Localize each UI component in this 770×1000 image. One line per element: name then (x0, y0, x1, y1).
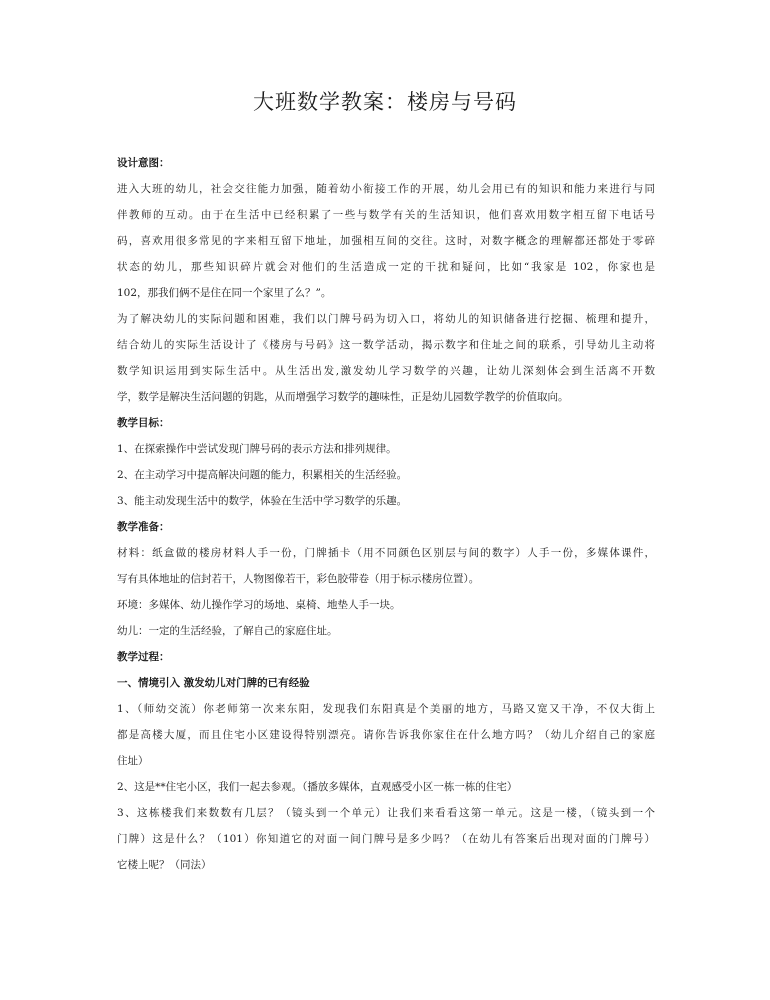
section-heading-design-intent: 设计意图： (117, 157, 170, 169)
paragraph-line: 写有具体地址的信封若干，人物图像若干，彩色胶带卷（用于标示楼房位置）。 (117, 573, 480, 585)
paragraph-line: 2、这是**住宅小区，我们一起去参观。（播放多媒体，直观感受小区一栋一栋的住宅） (117, 781, 518, 793)
paragraph-line: 为了解决幼儿的实际问题和困难，我们以门牌号码为切入口，将幼儿的知识储备进行挖掘、梳理和提升， (117, 313, 655, 325)
paragraph-line: 结合幼儿的实际生活设计了《楼房与号码》这一数学活动，揭示数字和住址之间的联系，引导幼儿主动将 (117, 339, 655, 351)
paragraph-line: 材料：纸盒做的楼房材料人手一份，门牌插卡（用不同颜色区别层与间的数字）人手一份，多媒体课件， (117, 547, 655, 559)
paragraph-line: 学，数学是解决生活问题的钥匙，从而增强学习数学的趣味性，正是幼儿园数学教学的价值取向。 (117, 391, 569, 403)
document-body (117, 150, 655, 878)
paragraph-line: 状态的幼儿，那些知识碎片就会对他们的生活造成一定的干扰和疑问，比如“我家是 102，你家也是 (117, 261, 655, 273)
paragraph-line: 住址） (117, 755, 149, 767)
paragraph-line: 环境：多媒体、幼儿操作学习的场地、桌椅、地垫人手一块。 (117, 599, 401, 611)
section-heading-teaching-process: 教学过程： (117, 651, 170, 663)
list-item: 3、能主动发现生活中的数学，体验在生活中学习数学的乐趣。 (117, 495, 408, 507)
paragraph-line: 幼儿：一定的生活经验，了解自己的家庭住址。 (117, 625, 338, 637)
list-item: 2、在主动学习中提高解决问题的能力，积累相关的生活经验。 (117, 469, 408, 481)
paragraph-line: 数学知识运用到实际生活中。从生活出发,激发幼儿学习数学的兴趣，让幼儿深刻体会到生活离不开数 (117, 365, 655, 377)
section-heading-teaching-preparation: 教学准备： (117, 521, 170, 533)
paragraph-line: 码，喜欢用很多常见的字来相互留下地址，加强相互间的交往。这时，对数字概念的理解都还都处于零碎 (117, 235, 655, 247)
paragraph-line: 3、这栋楼我们来数数有几层？（镜头到一个单元）让我们来看看这第一单元。这是一楼，（镜头到一个 (117, 807, 655, 819)
document-title: 大班数学教案：楼房与号码 (253, 90, 517, 114)
paragraph-line: 进入大班的幼儿，社会交往能力加强，随着幼小衔接工作的开展，幼儿会用已有的知识和能力来进行与同 (117, 183, 655, 195)
paragraph-line: 1、（师幼交流）你老师第一次来东阳，发现我们东阳真是个美丽的地方，马路又宽又干净，不仅大街上 (117, 703, 655, 715)
paragraph-line: 伴教师的互动。由于在生活中已经积累了一些与数学有关的生活知识，他们喜欢用数字相互留下电话号 (117, 209, 655, 221)
paragraph-line: 门牌）这是什么？（101）你知道它的对面一间门牌号是多少吗？（在幼儿有答案后出现对面的门牌号） (117, 833, 655, 845)
paragraph-line: 102，那我们俩不是住在同一个家里了么？”。 (117, 287, 332, 299)
list-item: 1、在探索操作中尝试发现门牌号码的表示方法和排列规律。 (117, 443, 397, 455)
section-heading-teaching-goals: 教学目标： (117, 417, 170, 429)
paragraph-line: 都是高楼大厦，而且住宅小区建设得特别漂亮。请你告诉我你家住在什么地方吗？（幼儿介绍自己的家庭 (117, 729, 655, 741)
paragraph-line: 它楼上呢？（同法） (117, 859, 212, 871)
subsection-heading: 一、情境引入 激发幼儿对门牌的已有经验 (117, 677, 310, 689)
